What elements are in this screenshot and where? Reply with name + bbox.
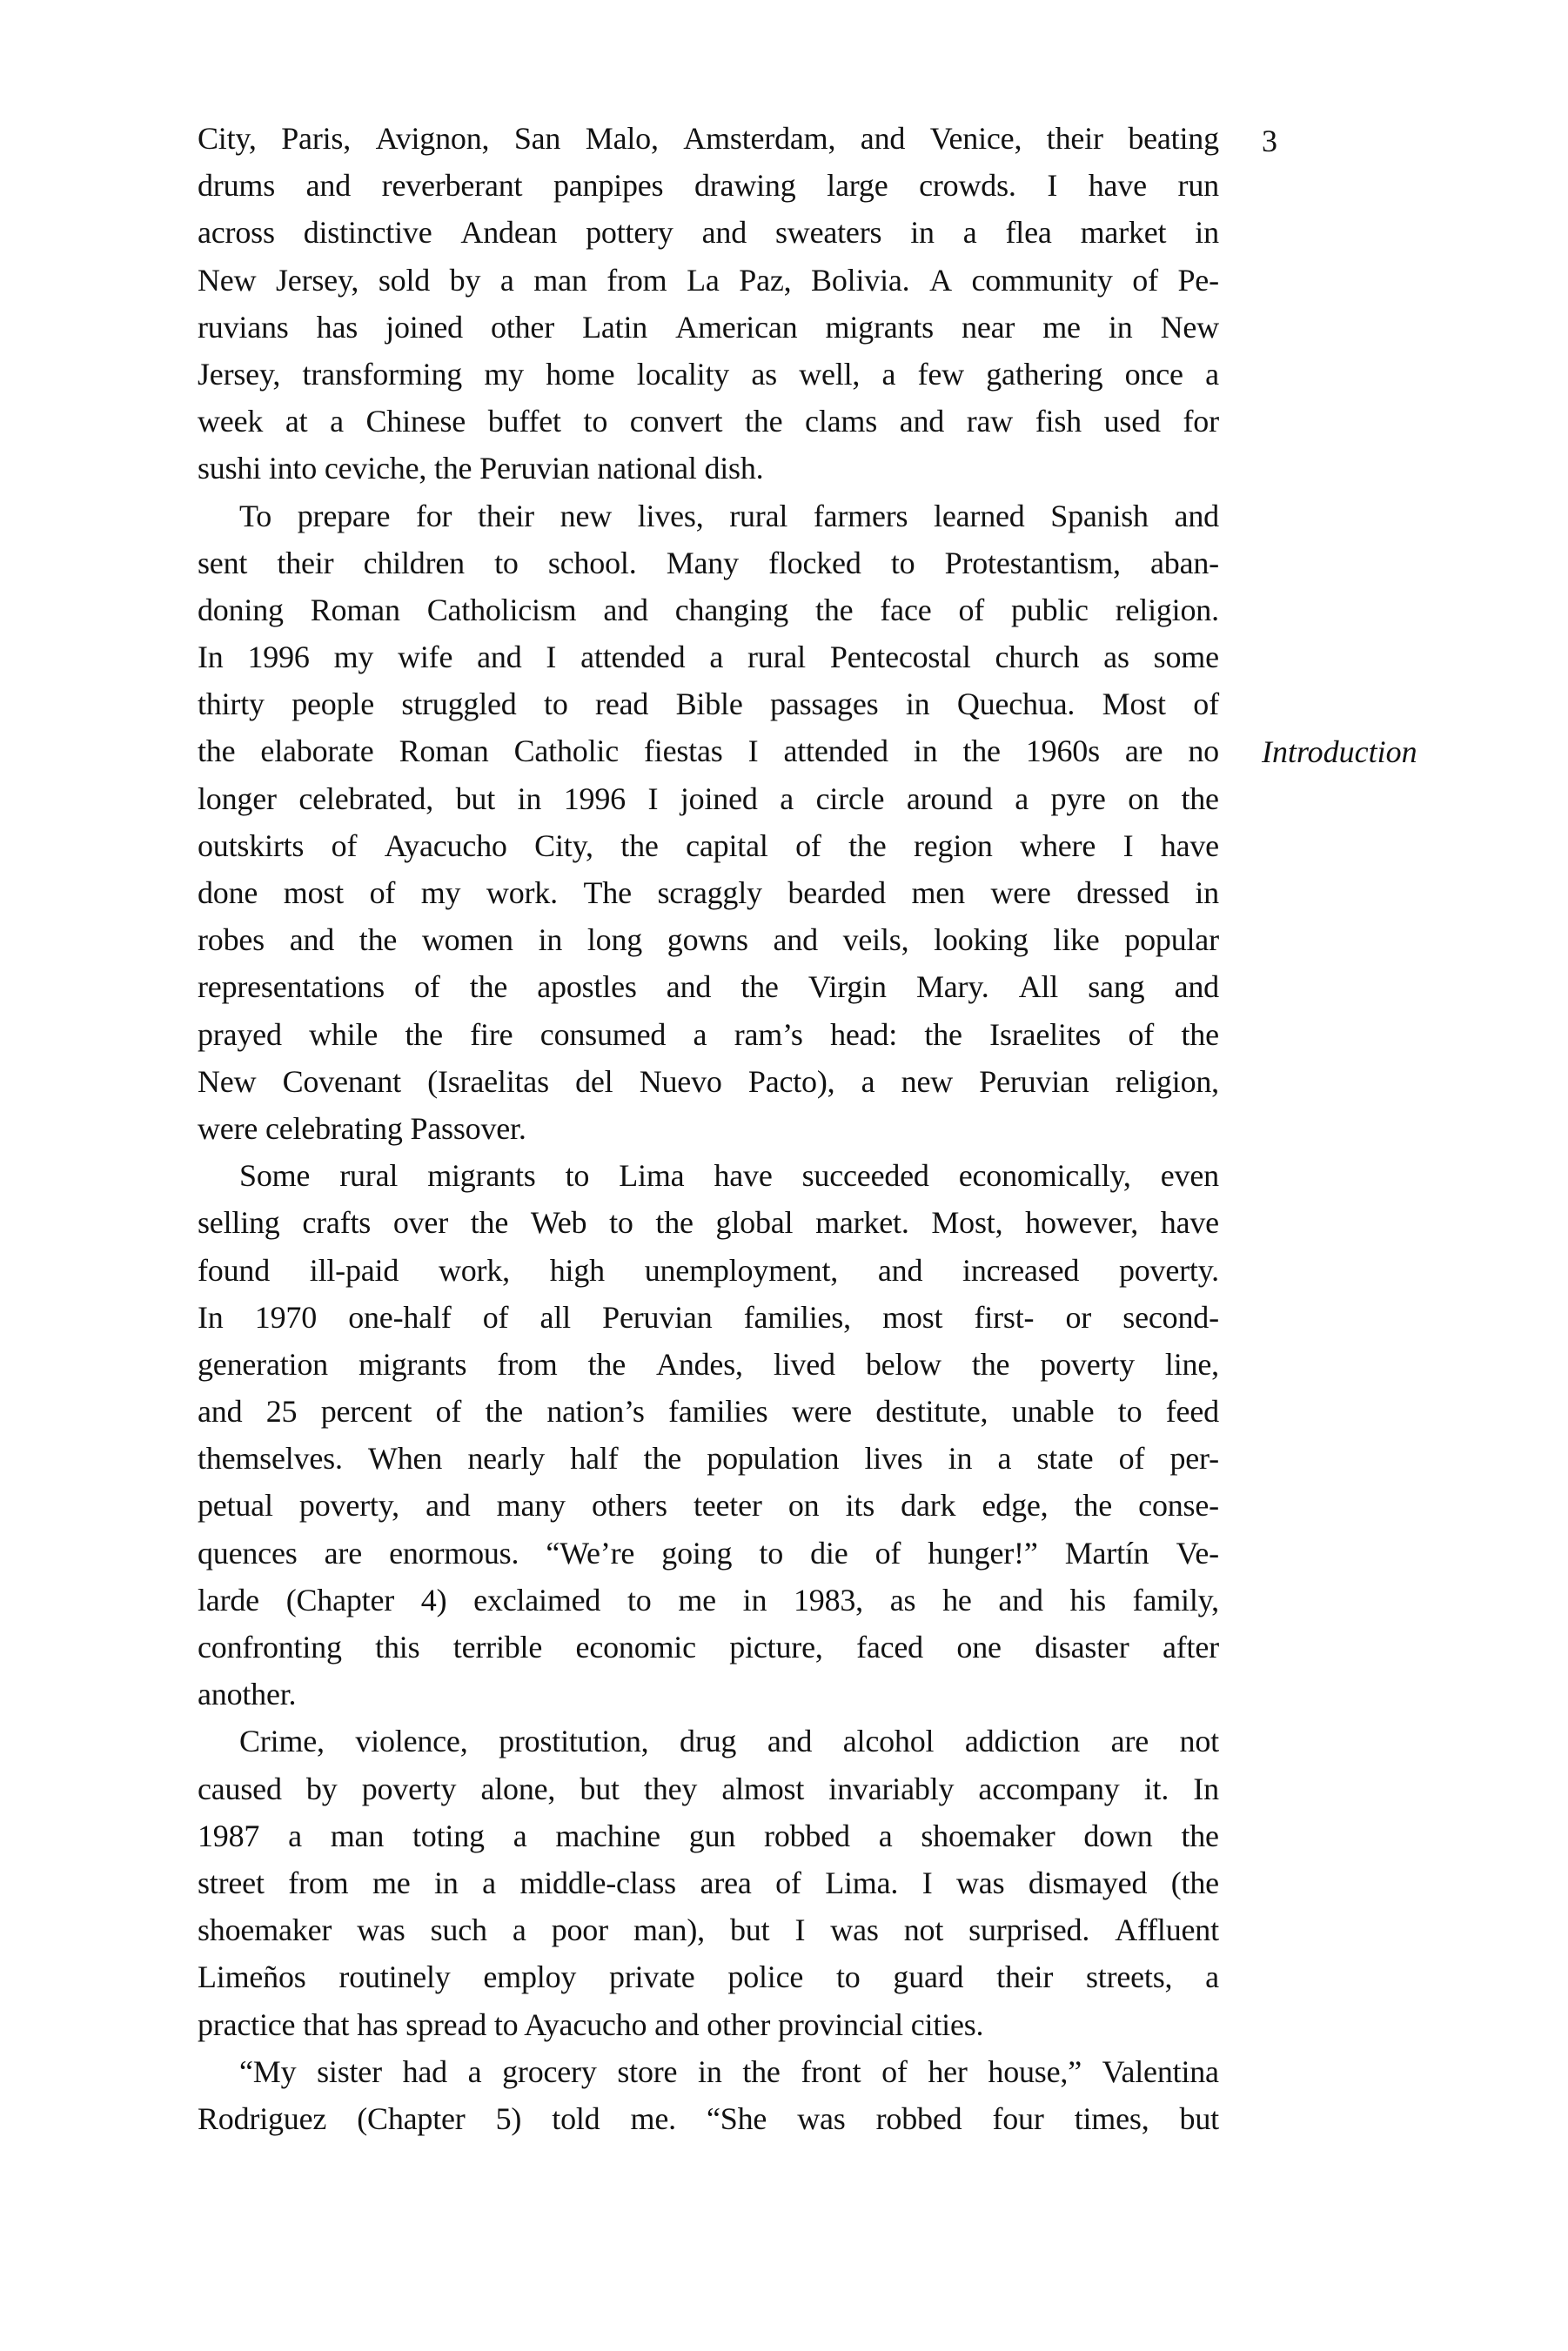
text-line: doning Roman Catholicism and changing the face of public religion. (198, 592, 1219, 627)
text-line: In 1996 my wife and I attended a rural Pentecostal church as some (198, 640, 1219, 675)
text-line: were celebrating Passover. (198, 1110, 526, 1146)
text-line: prayed while the fire consumed a ram’s head: the Israelites of the (198, 1016, 1219, 1052)
text-line: longer celebrated, but in 1996 I joined a circle around a pyre on the (198, 780, 1219, 816)
text-line: Crime, violence, prostitution, drug and alcohol addiction are not (239, 1724, 1219, 1759)
text-line: In 1970 one-half of all Peruvian families, most first- or second- (198, 1299, 1219, 1335)
text-line: the elaborate Roman Catholic fiestas I attended in the 1960s are no (198, 733, 1219, 769)
text-line: New Covenant (Israelitas del Nuevo Pacto), a new Peruvian religion, (198, 1063, 1219, 1099)
text-line: sent their children to school. Many flocked to Protestantism, aban- (198, 545, 1219, 580)
text-line: ruvians has joined other Latin American migrants near me in New (198, 309, 1219, 345)
text-line: selling crafts over the Web to the global market. Most, however, have (198, 1205, 1219, 1241)
text-line: larde (Chapter 4) exclaimed to me in 1983, as he and his family, (198, 1582, 1219, 1618)
text-column (198, 115, 1219, 2142)
text-line: another. (198, 1677, 297, 1712)
text-line: outskirts of Ayacucho City, the capital of the region where I have (198, 827, 1219, 863)
text-line: petual poverty, and many others teeter on its dark edge, the conse- (198, 1488, 1219, 1524)
text-line: drums and reverberant panpipes drawing large crowds. I have run (198, 168, 1219, 204)
text-line: thirty people struggled to read Bible passages in Quechua. Most of (198, 687, 1219, 722)
text-line: and 25 percent of the nation’s families were destitute, unable to feed (198, 1394, 1219, 1430)
running-head: Introduction (1262, 734, 1417, 769)
text-line: across distinctive Andean pottery and sweaters in a flea market in (198, 215, 1219, 251)
text-line: street from me in a middle-class area of Lima. I was dismayed (the (198, 1865, 1219, 1900)
text-line: Limeños routinely employ private police to guard their streets, a (198, 1959, 1219, 1995)
text-line: generation migrants from the Andes, lived below the poverty line, (198, 1346, 1219, 1382)
text-line: sushi into ceviche, the Peruvian national dish. (198, 451, 764, 486)
text-line: representations of the apostles and the Virgin Mary. All sang and (198, 969, 1219, 1005)
text-line: Jersey, transforming my home locality as well, a few gathering once a (198, 356, 1219, 392)
text-line: practice that has spread to Ayacucho and other provincial cities. (198, 2006, 984, 2042)
text-line: Rodriguez (Chapter 5) told me. “She was robbed four times, but (198, 2100, 1219, 2136)
text-line: City, Paris, Avignon, San Malo, Amsterdam, and Venice, their beating (198, 121, 1219, 156)
text-line: caused by poverty alone, but they almost invariably accompany it. In (198, 1771, 1219, 1806)
text-line: confronting this terrible economic picture, faced one disaster after (198, 1630, 1219, 1664)
text-line: To prepare for their new lives, rural farmers learned Spanish and (239, 498, 1219, 533)
text-line: “My sister had a grocery store in the front of her house,” Valentina (239, 2053, 1219, 2089)
text-line: robes and the women in long gowns and veils, looking like popular (198, 922, 1219, 958)
text-line: shoemaker was such a poor man), but I was not surprised. Affluent (198, 1912, 1219, 1948)
page-number: 3 (1262, 124, 1277, 158)
text-line: done most of my work. The scraggly bearded men were dressed in (198, 875, 1219, 910)
text-line: New Jersey, sold by a man from La Paz, Bolivia. A community of Pe- (198, 262, 1219, 298)
text-line: themselves. When nearly half the population lives in a state of per- (198, 1441, 1219, 1477)
text-line: quences are enormous. “We’re going to die of hunger!” Martín Ve- (198, 1535, 1219, 1571)
text-line: found ill-paid work, high unemployment, and increased poverty. (198, 1252, 1219, 1288)
text-line: Some rural migrants to Lima have succeeded economically, even (239, 1158, 1219, 1194)
text-line: 1987 a man toting a machine gun robbed a shoemaker down the (198, 1818, 1219, 1853)
text-line: week at a Chinese buffet to convert the clams and raw fish used for (198, 404, 1219, 439)
